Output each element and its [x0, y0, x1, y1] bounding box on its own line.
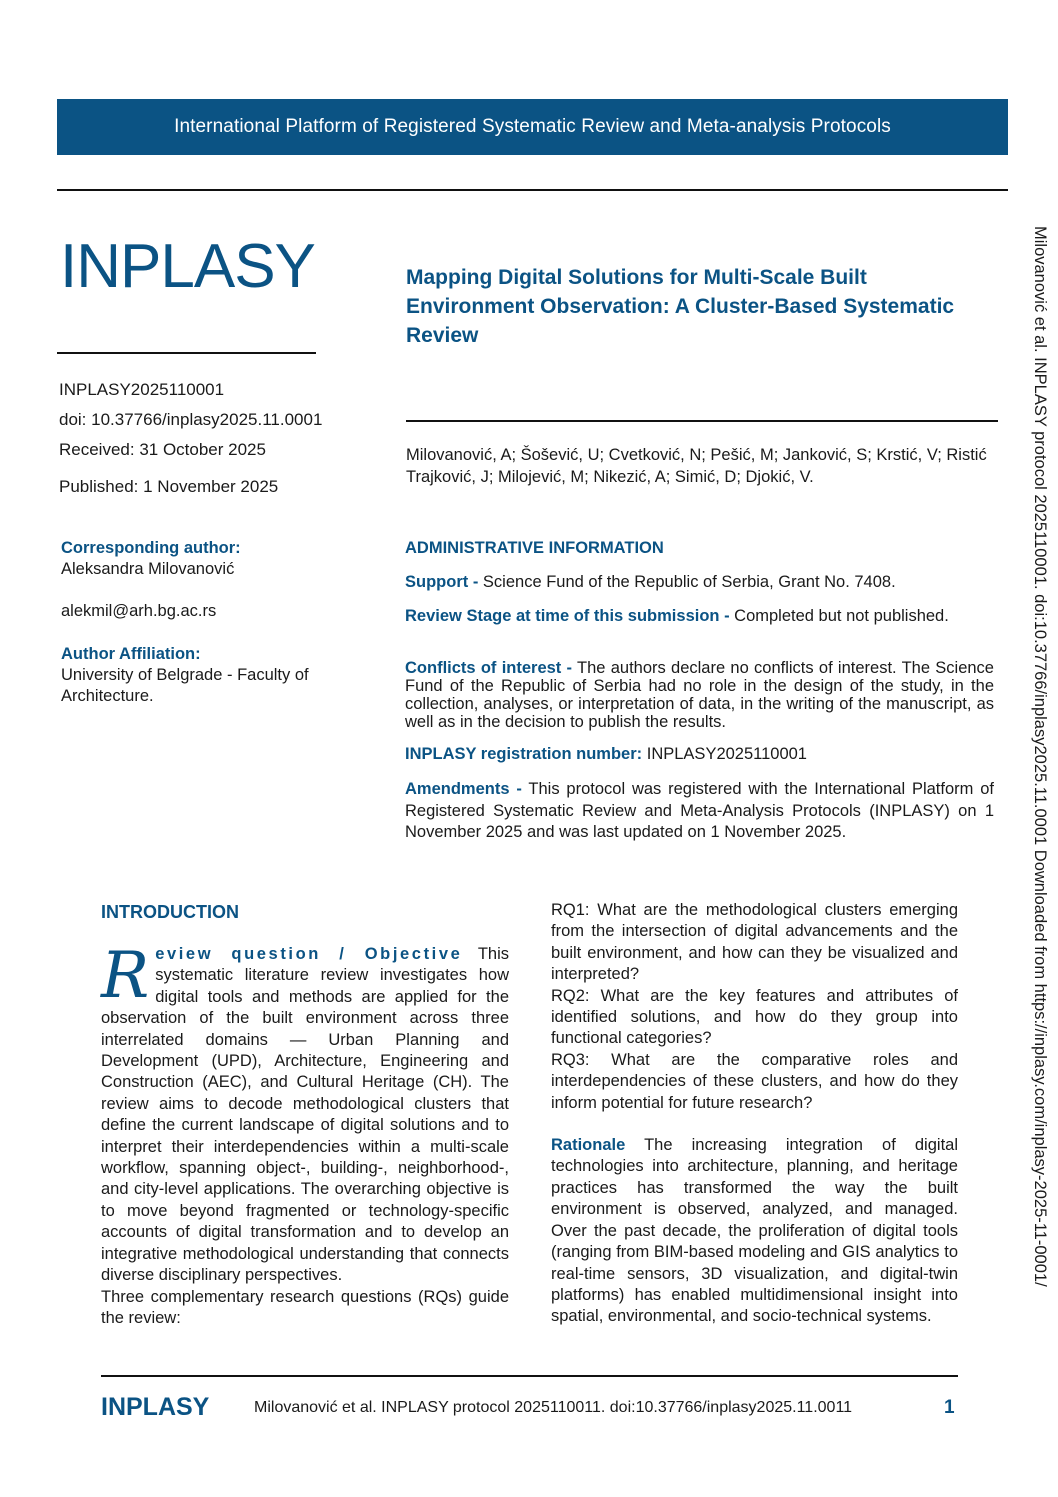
amendments-text: This protocol was registered with the International Platform of Registered Systematic Review and Meta-Analysis Protocols (INPLASY) on 1 November 2025 and was last updated on 1 November 2025. [405, 780, 994, 841]
corresponding-author-name: Aleksandra Milovanović [61, 560, 235, 578]
published-date: Published: 1 November 2025 [59, 477, 279, 496]
affiliation-text: University of Belgrade - Faculty of Architecture. [61, 666, 309, 705]
support-label: Support - [405, 573, 479, 591]
corresponding-author-block [61, 538, 361, 580]
top-rule [57, 189, 1008, 191]
introduction-right-column [551, 900, 958, 1328]
received-date: Received: 31 October 2025 [59, 440, 266, 459]
rationale-paragraph [551, 1135, 958, 1328]
affiliation-block [61, 644, 361, 707]
registration-label: INPLASY registration number: [405, 745, 643, 763]
rq-intro-text: Three complementary research questions (RQs) guide the review: [101, 1287, 509, 1327]
email-link[interactable]: alekmil@arh.bg.ac.rs [61, 602, 217, 620]
doi-link[interactable]: doi: 10.37766/inplasy2025.11.0001 [59, 410, 323, 429]
footer-logo: INPLASY [101, 1393, 210, 1421]
admin-heading: ADMINISTRATIVE INFORMATION [405, 539, 664, 557]
rq2-text: RQ2: What are the key features and attributes of identified solutions, and how do they group into functional categories? [551, 986, 958, 1048]
conflicts-text: The authors declare no conflicts of interest. The Science Fund of the Republic of Serbia had no role in the design of the study, in the collection, analyses, or interpretation of data, in the writing of the manuscript, as well as in the decision to publish the results. [405, 659, 994, 731]
affiliation-label: Author Affiliation: [61, 645, 201, 663]
registration-id: INPLASY2025110001 [59, 380, 225, 399]
footer-citation: Milovanović et al. INPLASY protocol 2025110011. doi:10.37766/inplasy2025.11.0011 [254, 1399, 853, 1416]
rationale-label: Rationale [551, 1136, 626, 1155]
introduction-heading: INTRODUCTION [101, 902, 239, 922]
registration-number: INPLASY2025110001 [646, 745, 807, 763]
author-list: Milovanović, A; Šošević, U; Cvetković, N; Pešić, M; Janković, S; Krstić, V; Ristić Trajković, J; Milojević, M; Nikezić, A; Simić, D; Djokić, V. [406, 446, 987, 486]
support-text: Science Fund of the Republic of Serbia, Grant No. 7408. [482, 573, 896, 591]
introduction-left-column [101, 939, 509, 1329]
review-question-label: eview question / Objective [155, 945, 463, 963]
banner-text: International Platform of Registered Systematic Review and Meta-analysis Protocols [174, 116, 891, 137]
rationale-text: The increasing integration of digital technologies into architecture, planning, and heritage practices has transformed the way the built environment is observed, analyzed, and managed. Over the past decade, the proliferation of digital tools (ranging from BIM-based modeling and GIS analytics to real-time sensors, 3D visualization, and digital-twin platforms) has enabled multidimensional insight into spatial, environmental, and socio-technical systems. [551, 1136, 958, 1326]
registration-item [405, 745, 994, 763]
review-stage-text: Completed but not published. [734, 607, 949, 625]
page-number: 1 [944, 1397, 955, 1418]
amendments-label: Amendments - [405, 780, 522, 798]
header-banner [57, 99, 1008, 155]
footer-rule [101, 1375, 958, 1377]
side-download-note: Milovanović et al. INPLASY protocol 2025110001. doi:10.37766/inplasy2025.11.0001 Downloaded from https://inplasy.com/inplasy-2025-11-0001/ [1031, 226, 1049, 1287]
amendments-item [405, 779, 994, 844]
review-question-text: This systematic literature review investigates how digital tools and methods are applied for the observation of the built environment across three interrelated domains — Urban Planning and Development (UPD), Architecture, Engineering and Construction (AEC), and Cultural Heritage (CH). The review aims to decode methodological clusters that define the current landscape of digital solutions and to interpret their interdependencies within a multi-scale workflow, spanning object-, building-, neighborhood-, and city-level applications. The overarching objective is to move beyond fragmented or technology-specific accounts of digital transformation and to develop an integrative methodological understanding that connects diverse disciplinary perspectives. [101, 945, 509, 1285]
paper-title: Mapping Digital Solutions for Multi-Scale Built Environment Observation: A Cluster-Based Systematic Review [406, 266, 955, 347]
review-stage-item [405, 607, 994, 625]
review-stage-label: Review Stage at time of this submission - [405, 607, 730, 625]
conflicts-label: Conflicts of interest - [405, 659, 573, 677]
conflicts-item [405, 659, 994, 731]
support-item [405, 573, 994, 591]
authors-rule [406, 420, 998, 422]
drop-cap: R [101, 939, 150, 1013]
inplasy-logo: INPLASY [60, 232, 315, 301]
logo-rule [57, 352, 316, 354]
rq1-text: RQ1: What are the methodological clusters emerging from the intersection of digital advancements and the built environment, and how can they be visualized and interpreted? [551, 901, 958, 984]
corresponding-author-label: Corresponding author: [61, 539, 241, 557]
rq3-text: RQ3: What are the comparative roles and interdependencies of these clusters, and how do they inform potential for future research? [551, 1050, 958, 1112]
